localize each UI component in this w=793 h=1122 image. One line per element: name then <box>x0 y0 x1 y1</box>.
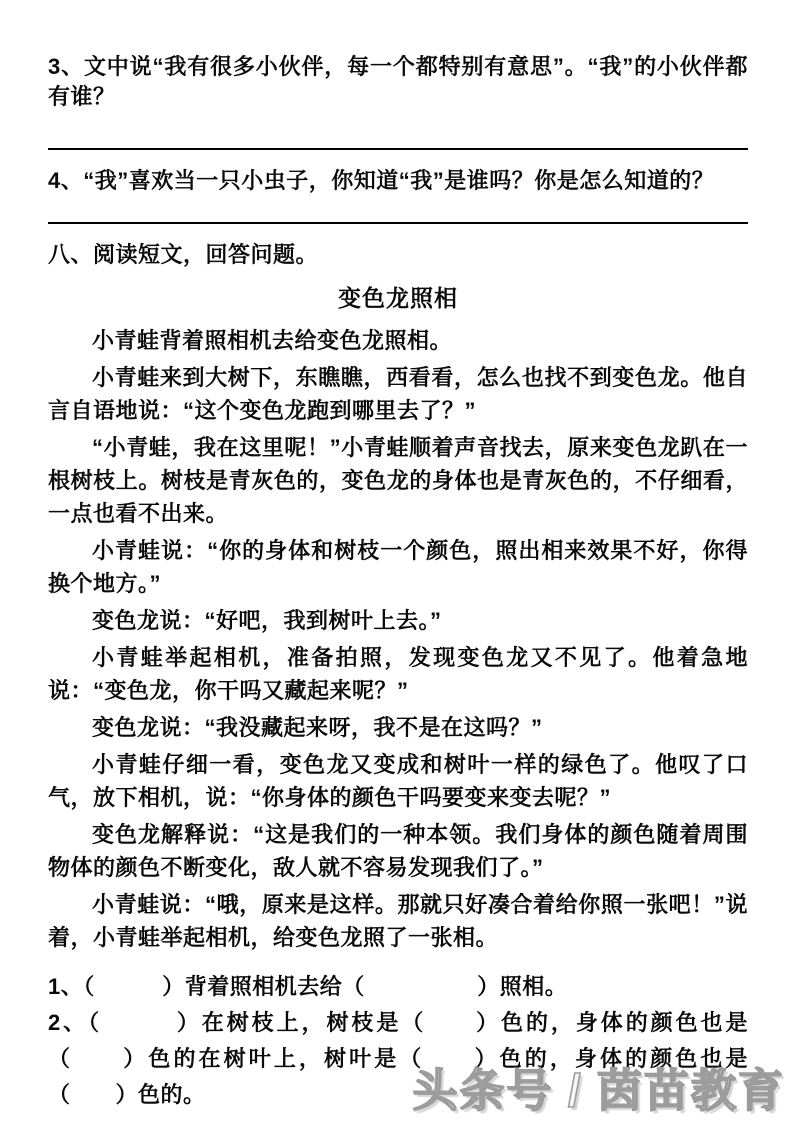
passage-paragraph-10: 小青蛙说：“哦，原来是这样。那就只好凑合着给你照一张吧！”说着，小青蛙举起相机，给变色龙照了一张相。 <box>48 892 748 950</box>
passage-title: 变色龙照相 <box>338 285 458 311</box>
passage-paragraph-5: 变色龙说：“好吧，我到树叶上去。” <box>92 608 442 633</box>
passage-body <box>48 324 748 954</box>
answer-line-1 <box>48 148 748 150</box>
watermark-toutiao-yinmiao: 头条号 / 茵苗教育 <box>412 1065 785 1116</box>
question-3-text: 3、文中说“我有很多小伙伴，每一个都特别有意思”。“我”的小伙伴都有谁？ <box>48 54 748 109</box>
passage-paragraph-1: 小青蛙背着照相机去给变色龙照相。 <box>92 328 453 353</box>
fill-blank-question-1: 1、（ ）背着照相机去给（ ）照相。 <box>48 974 568 999</box>
passage-paragraph-7: 变色龙说：“我没藏起来呀，我不是在这吗？” <box>92 715 543 740</box>
question-4-text: 4、“我”喜欢当一只小虫子，你知道“我”是谁吗？你是怎么知道的？ <box>48 168 715 193</box>
passage-paragraph-9: 变色龙解释说：“这是我们的一种本领。我们身体的颜色随着周围物体的颜色不断变化，敌人就不容易发现我们了。” <box>48 822 748 880</box>
answer-line-2 <box>48 222 748 224</box>
fill-blank-question-2: 2、（ ）在树枝上，树枝是（ ）色的，身体的颜色也是（ ）色的在树叶上，树叶是（ ）色的，身体的颜色也是（ ）色的。 <box>48 1010 748 1107</box>
passage-paragraph-6: 小青蛙举起相机，准备拍照，发现变色龙又不见了。他着急地说：“变色龙，你干吗又藏起来呢？” <box>48 645 748 703</box>
passage-paragraph-8: 小青蛙仔细一看，变色龙又变成和树叶一样的绿色了。他叹了口气，放下相机，说：“你身体的颜色干吗要变来变去呢？” <box>48 752 748 810</box>
passage-paragraph-3: “小青蛙，我在这里呢！”小青蛙顺着声音找去，原来变色龙趴在一根树枝上。树枝是青灰色的，变色龙的身体也是青灰色的，不仔细看，一点也看不出来。 <box>48 435 748 526</box>
section-8-heading: 八、阅读短文，回答问题。 <box>48 242 319 267</box>
passage-paragraph-4: 小青蛙说：“你的身体和树枝一个颜色，照出相来效果不好，你得换个地方。” <box>48 538 748 596</box>
passage-paragraph-2: 小青蛙来到大树下，东瞧瞧，西看看，怎么也找不到变色龙。他自言自语地说：“这个变色龙跑到哪里去了？” <box>48 365 748 423</box>
